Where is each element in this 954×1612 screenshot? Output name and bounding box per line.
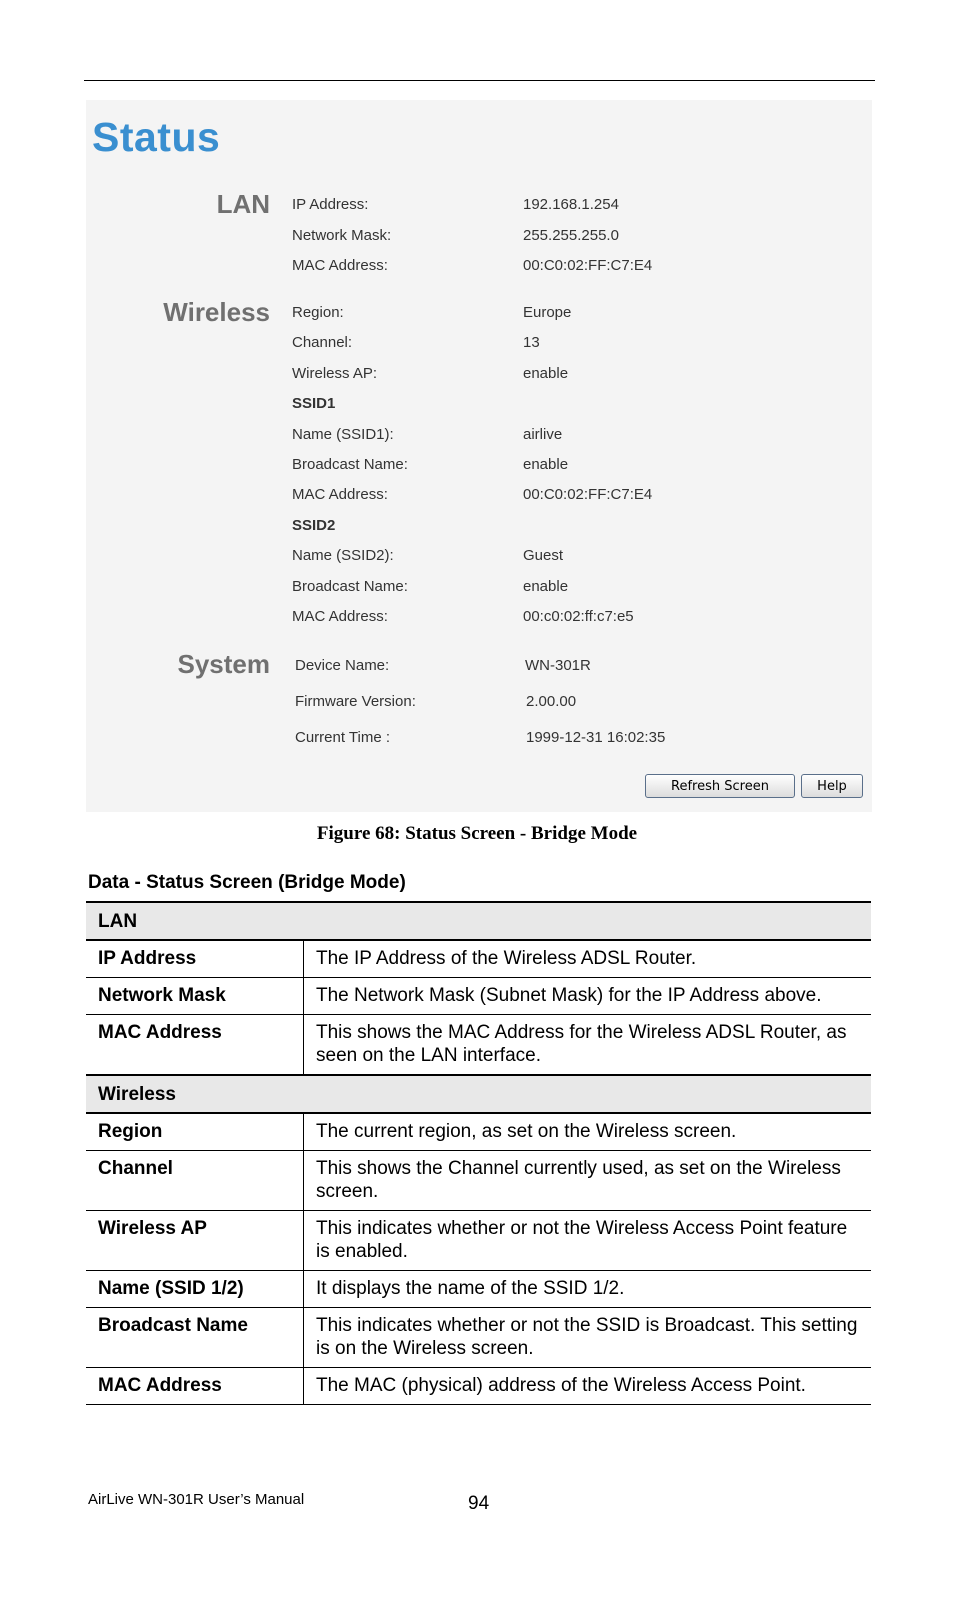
region-label: Region: — [292, 304, 344, 321]
current-time-value: 1999-12-31 16:02:35 — [526, 729, 666, 746]
device-name-label: Device Name: — [295, 657, 390, 674]
status-title: Status — [92, 114, 221, 160]
ssid1-name-value: airlive — [523, 426, 563, 443]
term-ip-address: IP Address — [86, 940, 304, 978]
table-section-row — [86, 902, 871, 940]
footer-manual-title: AirLive WN-301R User’s Manual — [88, 1491, 305, 1508]
ssid1-heading: SSID1 — [292, 395, 336, 412]
footer-page-number: 94 — [468, 1493, 490, 1514]
table-row — [86, 1308, 871, 1368]
term-network-mask: Network Mask — [86, 978, 304, 1015]
ssid2-name-value: Guest — [523, 547, 564, 564]
desc-region: The current region, as set on the Wireless screen. — [304, 1113, 872, 1151]
section-lan: LAN — [86, 902, 871, 940]
table-row — [86, 1015, 871, 1076]
desc-wireless-mac-address: The MAC (physical) address of the Wireless Access Point. — [304, 1368, 872, 1405]
lan-mac-label: MAC Address: — [292, 257, 388, 274]
section-wireless: Wireless — [86, 1075, 871, 1113]
data-table — [86, 901, 871, 1405]
ssid1-broadcast-label: Broadcast Name: — [292, 456, 408, 473]
firmware-label: Firmware Version: — [295, 693, 416, 710]
term-ssid-name: Name (SSID 1/2) — [86, 1271, 304, 1308]
term-wireless-ap: Wireless AP — [86, 1211, 304, 1271]
term-region: Region — [86, 1113, 304, 1151]
table-section-row — [86, 1075, 871, 1113]
ssid2-broadcast-value: enable — [523, 578, 569, 595]
table-row — [86, 978, 871, 1015]
region-value: Europe — [523, 304, 572, 321]
top-rule — [84, 80, 875, 81]
ssid1-name-label: Name (SSID1): — [292, 426, 394, 443]
lan-mask-label: Network Mask: — [292, 227, 392, 244]
table-row — [86, 1211, 871, 1271]
ssid1-mac-label: MAC Address: — [292, 486, 388, 503]
wireless-ap-value: enable — [523, 365, 569, 382]
desc-lan-mac-address: This shows the MAC Address for the Wireless ADSL Router, as seen on the LAN interface. — [304, 1015, 872, 1076]
ssid1-mac-value: 00:C0:02:FF:C7:E4 — [523, 486, 653, 503]
term-lan-mac-address: MAC Address — [86, 1015, 304, 1076]
lan-ip-value: 192.168.1.254 — [523, 196, 619, 213]
system-section-label: System — [177, 649, 270, 679]
term-channel: Channel — [86, 1151, 304, 1211]
figure-caption: Figure 68: Status Screen - Bridge Mode — [316, 823, 638, 844]
table-row — [86, 940, 871, 978]
firmware-value: 2.00.00 — [526, 693, 577, 710]
ssid2-heading: SSID2 — [292, 517, 336, 534]
ssid2-broadcast-label: Broadcast Name: — [292, 578, 408, 595]
desc-ip-address: The IP Address of the Wireless ADSL Router. — [304, 940, 872, 978]
channel-label: Channel: — [292, 334, 353, 351]
desc-broadcast-name: This indicates whether or not the SSID is Broadcast. This setting is on the Wireless screen. — [304, 1308, 872, 1368]
refresh-screen-button[interactable]: Refresh Screen — [645, 774, 795, 798]
ssid1-broadcast-value: enable — [523, 456, 569, 473]
ssid2-name-label: Name (SSID2): — [292, 547, 394, 564]
device-name-value: WN-301R — [525, 657, 591, 674]
desc-channel: This shows the Channel currently used, as set on the Wireless screen. — [304, 1151, 872, 1211]
channel-value: 13 — [523, 334, 540, 351]
desc-network-mask: The Network Mask (Subnet Mask) for the IP Address above. — [304, 978, 872, 1015]
term-broadcast-name: Broadcast Name — [86, 1308, 304, 1368]
table-row — [86, 1368, 871, 1405]
table-row — [86, 1151, 871, 1211]
wireless-section-label: Wireless — [163, 297, 270, 327]
table-title: Data - Status Screen (Bridge Mode) — [88, 872, 406, 893]
help-button[interactable]: Help — [801, 774, 863, 798]
lan-mac-value: 00:C0:02:FF:C7:E4 — [523, 257, 653, 274]
wireless-ap-label: Wireless AP: — [292, 365, 378, 382]
table-row — [86, 1113, 871, 1151]
desc-ssid-name: It displays the name of the SSID 1/2. — [304, 1271, 872, 1308]
lan-mask-value: 255.255.255.0 — [523, 227, 619, 244]
table-row — [86, 1271, 871, 1308]
term-wireless-mac-address: MAC Address — [86, 1368, 304, 1405]
lan-section-label: LAN — [216, 189, 270, 219]
status-screenshot — [86, 100, 872, 812]
lan-ip-label: IP Address: — [292, 196, 369, 213]
ssid2-mac-value: 00:c0:02:ff:c7:e5 — [523, 608, 634, 625]
desc-wireless-ap: This indicates whether or not the Wireless Access Point feature is enabled. — [304, 1211, 872, 1271]
ssid2-mac-label: MAC Address: — [292, 608, 388, 625]
current-time-label: Current Time : — [295, 729, 391, 746]
